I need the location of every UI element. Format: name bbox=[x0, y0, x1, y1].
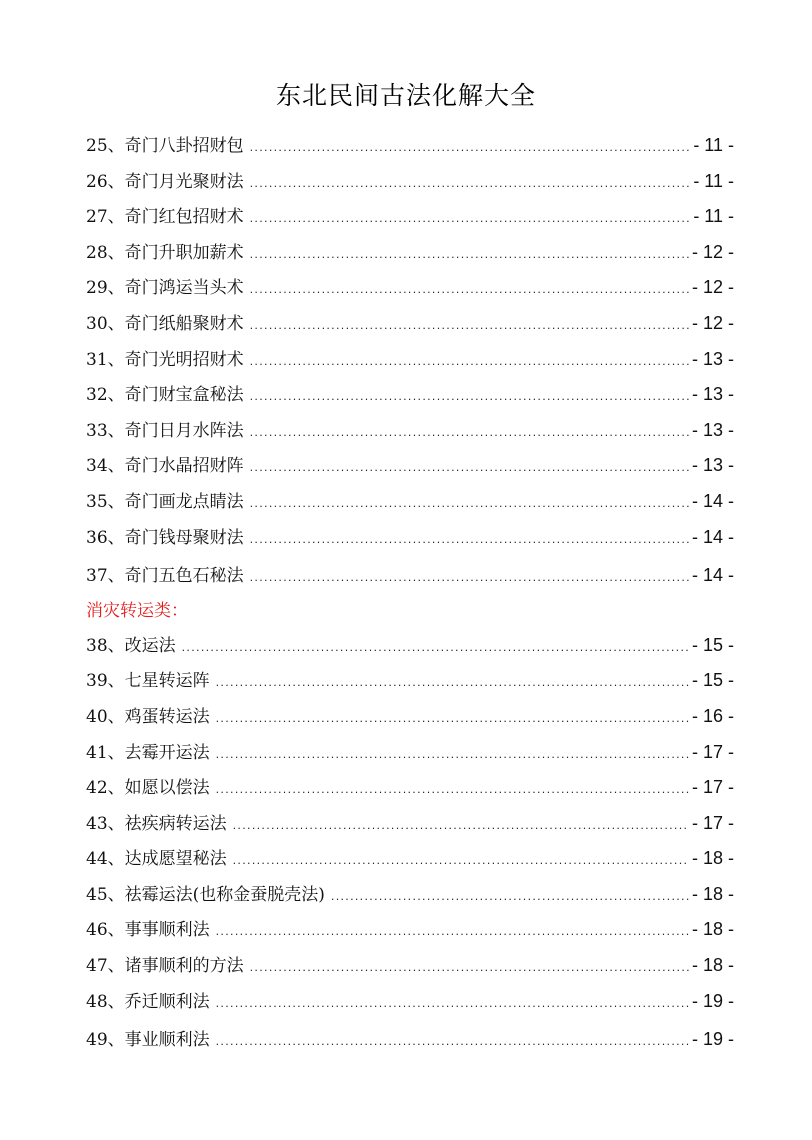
entry-label: 奇门纸船聚财术 bbox=[124, 313, 244, 334]
dot-leader bbox=[216, 914, 689, 950]
entry-number: 26、 bbox=[86, 171, 125, 192]
toc-entry-29[interactable] bbox=[86, 270, 734, 306]
entry-label: 祛疾病转运法 bbox=[124, 813, 227, 834]
entry-label: 事事顺利法 bbox=[124, 920, 210, 941]
entry-page: - 19 - bbox=[691, 1029, 734, 1050]
dot-leader bbox=[250, 308, 689, 344]
entry-label: 去霉开运法 bbox=[124, 742, 210, 763]
entry-number: 47、 bbox=[86, 956, 125, 977]
toc-entry-40[interactable] bbox=[86, 699, 734, 735]
dot-leader bbox=[250, 130, 691, 166]
dot-leader bbox=[216, 1024, 689, 1060]
entry-label: 七星转运阵 bbox=[124, 671, 210, 692]
toc-entry-25[interactable] bbox=[86, 128, 734, 164]
dot-leader bbox=[250, 379, 689, 415]
toc-group-fortune bbox=[86, 628, 734, 1058]
entry-label: 奇门升职加薪术 bbox=[124, 242, 244, 263]
toc-entry-39[interactable] bbox=[86, 663, 734, 699]
entry-number: 44、 bbox=[86, 849, 125, 870]
entry-label: 奇门钱母聚财法 bbox=[124, 527, 244, 548]
dot-leader bbox=[250, 272, 689, 308]
entry-label: 达成愿望秘法 bbox=[124, 849, 227, 870]
entry-page: - 13 - bbox=[691, 384, 734, 405]
dot-leader bbox=[250, 486, 689, 522]
entry-number: 33、 bbox=[86, 420, 125, 441]
toc-entry-42[interactable] bbox=[86, 770, 734, 806]
toc-entry-31[interactable] bbox=[86, 342, 734, 378]
entry-page: - 16 - bbox=[691, 705, 734, 726]
dot-leader bbox=[250, 560, 689, 596]
toc-entry-49[interactable] bbox=[86, 1022, 734, 1058]
page-title: 东北民间古法化解大全 bbox=[275, 81, 536, 110]
dot-leader bbox=[233, 843, 689, 879]
section-heading: 消灾转运类： bbox=[86, 600, 188, 621]
entry-number: 35、 bbox=[86, 491, 125, 512]
entry-number: 48、 bbox=[86, 991, 125, 1012]
entry-label: 事业顺利法 bbox=[124, 1030, 210, 1051]
dot-leader bbox=[250, 450, 689, 486]
entry-number: 36、 bbox=[86, 527, 125, 548]
toc-entry-43[interactable] bbox=[86, 806, 734, 842]
dot-leader bbox=[216, 772, 689, 808]
toc-entry-37[interactable] bbox=[86, 558, 734, 594]
entry-page: - 12 - bbox=[691, 312, 734, 333]
entry-page: - 17 - bbox=[691, 777, 734, 798]
entry-number: 31、 bbox=[86, 349, 125, 370]
dot-leader bbox=[216, 986, 689, 1022]
entry-number: 45、 bbox=[86, 884, 125, 905]
entry-number: 28、 bbox=[86, 242, 125, 263]
entry-page: - 12 - bbox=[691, 277, 734, 298]
entry-label: 祛霉运法(也称金蚕脱壳法) bbox=[124, 884, 325, 905]
entry-page: - 18 - bbox=[691, 955, 734, 976]
entry-label: 奇门日月水阵法 bbox=[124, 420, 244, 441]
entry-page: - 13 - bbox=[691, 348, 734, 369]
entry-number: 43、 bbox=[86, 813, 125, 834]
entry-number: 25、 bbox=[86, 136, 125, 156]
entry-label: 奇门月光聚财法 bbox=[124, 171, 244, 192]
dot-leader bbox=[216, 737, 689, 773]
toc-group-wealth bbox=[86, 128, 734, 594]
entry-label: 奇门八卦招财包 bbox=[124, 136, 244, 156]
entry-label: 奇门五色石秘法 bbox=[124, 566, 244, 587]
entry-page: - 18 - bbox=[691, 883, 734, 904]
entry-page: - 18 - bbox=[691, 919, 734, 940]
entry-number: 49、 bbox=[86, 1030, 125, 1051]
dot-leader bbox=[250, 344, 689, 380]
toc-entry-48[interactable] bbox=[86, 984, 734, 1020]
toc-entry-32[interactable] bbox=[86, 377, 734, 413]
entry-number: 37、 bbox=[86, 566, 125, 587]
toc-entry-45[interactable] bbox=[86, 877, 734, 913]
entry-number: 46、 bbox=[86, 920, 125, 941]
entry-label: 奇门红包招财术 bbox=[124, 207, 244, 228]
entry-page: - 15 - bbox=[691, 634, 734, 655]
entry-label: 奇门光明招财术 bbox=[124, 349, 244, 370]
toc-entry-33[interactable] bbox=[86, 413, 734, 449]
entry-page: - 13 - bbox=[691, 419, 734, 440]
entry-page: - 18 - bbox=[691, 848, 734, 869]
entry-number: 40、 bbox=[86, 706, 125, 727]
dot-leader bbox=[182, 630, 689, 666]
entry-label: 改运法 bbox=[124, 635, 176, 656]
dot-leader bbox=[250, 201, 691, 237]
toc-entry-35[interactable] bbox=[86, 484, 734, 520]
entry-label: 乔迁顺利法 bbox=[124, 991, 210, 1012]
entry-label: 奇门鸿运当头术 bbox=[124, 278, 244, 299]
entry-page: - 12 - bbox=[691, 241, 734, 262]
toc-entry-44[interactable] bbox=[86, 841, 734, 877]
entry-number: 39、 bbox=[86, 671, 125, 692]
toc-entry-30[interactable] bbox=[86, 306, 734, 342]
entry-page: - 15 - bbox=[691, 670, 734, 691]
entry-page: - 14 - bbox=[691, 526, 734, 547]
entry-number: 27、 bbox=[86, 207, 125, 228]
entry-label: 奇门财宝盒秘法 bbox=[124, 385, 244, 406]
entry-number: 29、 bbox=[86, 278, 125, 299]
dot-leader bbox=[250, 166, 691, 202]
toc-entry-34[interactable] bbox=[86, 448, 734, 484]
entry-number: 38、 bbox=[86, 635, 125, 656]
dot-leader bbox=[250, 522, 689, 558]
entry-page: - 13 - bbox=[691, 455, 734, 476]
entry-number: 34、 bbox=[86, 456, 125, 477]
entry-label: 奇门画龙点睛法 bbox=[124, 491, 244, 512]
entry-number: 32、 bbox=[86, 385, 125, 406]
entry-number: 30、 bbox=[86, 313, 125, 334]
toc-entry-27[interactable] bbox=[86, 199, 734, 235]
entry-page: - 19 - bbox=[691, 990, 734, 1011]
dot-leader bbox=[331, 879, 689, 915]
dot-leader bbox=[233, 808, 689, 844]
entry-number: 42、 bbox=[86, 778, 125, 799]
toc-entry-46[interactable] bbox=[86, 912, 734, 948]
toc-entry-26[interactable] bbox=[86, 164, 734, 200]
toc-entry-38[interactable] bbox=[86, 628, 734, 664]
dot-leader bbox=[250, 415, 689, 451]
toc-entry-36[interactable] bbox=[86, 520, 734, 556]
entry-label: 诸事顺利的方法 bbox=[124, 956, 244, 977]
entry-page: - 14 - bbox=[691, 490, 734, 511]
table-of-contents bbox=[86, 128, 734, 1058]
dot-leader bbox=[250, 950, 689, 986]
toc-entry-41[interactable] bbox=[86, 735, 734, 771]
dot-leader bbox=[250, 237, 689, 273]
entry-page: - 17 - bbox=[691, 741, 734, 762]
entry-label: 奇门水晶招财阵 bbox=[124, 456, 244, 477]
entry-label: 如愿以偿法 bbox=[124, 778, 210, 799]
entry-page: - 17 - bbox=[691, 812, 734, 833]
entry-label: 鸡蛋转运法 bbox=[124, 706, 210, 727]
entry-page: - 11 - bbox=[693, 135, 734, 155]
entry-page: - 11 - bbox=[693, 170, 734, 191]
toc-entry-47[interactable] bbox=[86, 948, 734, 984]
dot-leader bbox=[216, 665, 689, 701]
entry-number: 41、 bbox=[86, 742, 125, 763]
entry-page: - 11 - bbox=[693, 206, 734, 227]
dot-leader bbox=[216, 701, 689, 737]
toc-entry-28[interactable] bbox=[86, 235, 734, 271]
entry-page: - 14 - bbox=[691, 565, 734, 586]
